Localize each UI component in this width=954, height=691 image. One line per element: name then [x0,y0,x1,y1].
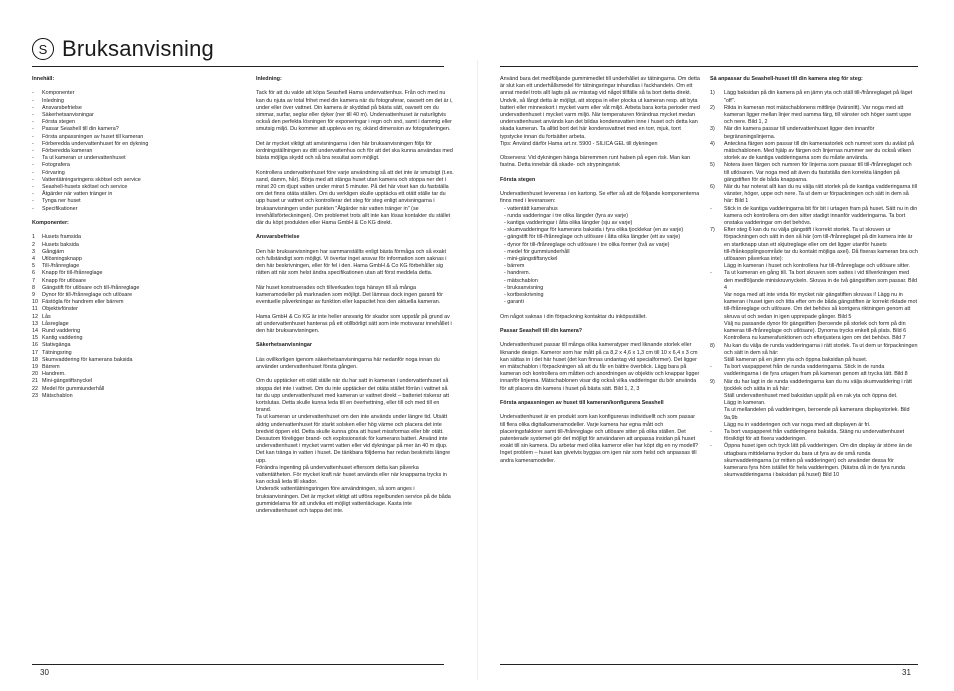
component-number: 3 [32,248,35,255]
component-number: 16 [32,342,38,349]
component-number: 11 [32,306,38,313]
step-text: Var noga med att inte vrida för mycket när gängstiften skruvas i! Lägg nu in kameran i huset igen och titta efter om de båda gängstiften är korrekt riktade mot till-/frånreglage och utlösare. Om det behövs så korrigera riktningen genom att skruva ut och sedan in igen upprepade gånger. Bild 5 [724,292,917,320]
component-number: 5 [32,263,35,270]
toc-item: - Ta ut kameran ur undervattenhuset [32,155,240,162]
setup-step [710,407,918,421]
component-item [32,278,240,285]
component-number: 17 [32,349,38,356]
note-paragraph: Observera: Vid dykningen hänga bärremmen runt halsen på egen risk. Man kan fastna. Detta innebär då skade- och strypningsrisk [500,155,691,169]
delivery-item-label: bärrem [507,263,525,270]
setup-step [710,227,918,263]
setup-heading: Så anpassar du Seashell-huset till din kamera steg för steg: [710,76,863,82]
delivery-item [500,220,700,227]
toc-item: - Säkerhetsanvisningar [32,112,240,119]
delivery-item-label: vattentätt kamerahus [507,205,558,212]
column-first-steps [500,76,700,656]
step-text: Kontrollera nu kamerafunktionen och efterjustera igen om det behövs. Bild 7 [724,335,906,342]
page-title: Bruksanvisning [62,36,214,61]
delivery-item [500,213,700,220]
step-number: - [710,428,712,435]
step-number: - [710,443,712,450]
component-label: Gångjärn [42,248,65,255]
component-label: Fästögla för handrem eller bärrem [42,299,124,306]
component-number: 6 [32,270,35,277]
component-number: 14 [32,328,38,335]
component-number: 9 [32,292,35,299]
step-number: - [710,364,712,371]
step-number: 9) [710,378,715,385]
setup-step [710,379,918,393]
step-text: Rikta in kameran mot mätschablonens mittlinje (tvärsnitt). Var noga med att kameran ligger mellan linjer med samma färg, till vänster och höger samt uppe och nere. Bild 1, 2 [724,104,912,126]
delivery-item [500,242,700,249]
toc-item: - Vattentätningsringens skötsel och service [32,177,240,184]
setup-step [710,270,918,292]
step-number: 8) [710,342,715,349]
component-label: Gängstift för utlösare och till-/frånreglage [42,284,140,291]
care-paragraph-2: Undvik, så långt detta är möjligt, att stoppa in eller plocka ut kameran resp. att byta batteri eller minneskort i mycket varm eller våt miljö. Arbeta bara korta perioder med undervattenhuset i mycket varm miljö. När temperaturen förändras mycket medan undervattenhuset används kan det bildas kondensvatten inne i huset och detta kan skada kameran. Ta alltid bort det här kondensvattnet med en torr, mjuk, torrt typstycke innan du fortsätter arbeta. [500,97,700,140]
toc-item: - Åtgärder när vatten tränger in [32,191,240,198]
component-number: 13 [32,320,38,327]
disclaimer-paragraph-2: När huset konstruerades och tillverkades togs hänsyn till så många kameramodeller på marknaden som möjligt. Det lämnas dock ingen garanti för eventuelle påverkningar av funktion eller kapacitet hos den aktuella kameran. [256,284,443,306]
component-number: 2 [32,241,35,248]
component-item [32,270,240,277]
step-number: 5) [710,162,715,169]
component-label: Knapp för utlösare [42,277,87,284]
component-label: Medel för gummiunderhåll [42,385,105,392]
header-rule-left [32,66,444,67]
toc-item: - Inledning [32,98,240,105]
setup-steps-list [710,90,918,479]
component-number: 1 [32,234,35,241]
component-item [32,292,240,299]
component-item [32,378,240,385]
delivery-contents-list [500,206,700,307]
component-label: Bärrem [42,364,60,371]
safety-paragraph-4: Förändra ingenting på undervattenhuset eftersom detta kan påverka vattentätheten. För mycket kraft när huset används eller när knapparna trycks in kan också leda till skador. [256,464,447,486]
first-steps-heading: Första stegen [500,176,536,183]
adapt-heading: Första anpassningen av huset till kameran/konfigurera Seashell [500,400,664,407]
component-label: Dynor för till-/frånreglage och utlösare [42,292,133,299]
intro-paragraph-2: Det är mycket viktigt att anvisningarna i den här bruksanvisningen följs för iordningställningen av ditt undervattenhus och för att det ska kunna användas med bästa möjliga skydd och så bra resultat som möjligt. [256,140,453,162]
delivery-item-label: medel för gummiunderhåll [507,248,570,255]
list-dash: - [504,292,508,299]
delivery-item-label: dynor för till-/frånreglage och utlösare i tre olika former (två av varje) [507,241,670,248]
setup-step [710,393,918,400]
step-number: 1) [710,90,715,97]
step-text: När du har noterat allt kan du nu välja rätt storlek på de kantiga vadderingarna till vänster, höger, uppe och nere. Ta ut dem ur förpackningen och sätt in dem så här: Bild 1 [724,184,917,205]
setup-step [710,126,918,140]
component-item [32,393,240,400]
delivery-item-label: bruksanvisning [507,284,544,291]
step-text: Välj nu passande dynor för gängstiften (beroende på storlek och form på din kameras till-/frånreglage och utlösare). Dynorna trycks enkelt på plats. Bild 6 [724,320,907,335]
component-number: 22 [32,385,38,392]
missing-note: Om något saknas i din förpackning kontaktar du inköpsstället. [500,313,647,320]
toc-heading: Innehåll: [32,76,55,82]
step-text: Lägg in kameran i huset och kontrollera hur till-/frånreglage och utlösare sitter. [724,263,911,270]
list-dash: - [504,248,508,255]
step-text: Lägg baksidan på din kamera på en jämn yta och ställ till-/frånreglaget på läget "off". [724,90,913,104]
list-dash: - [504,256,508,263]
step-text: Efter steg 6 kan du nu välja gängstift i korrekt storlek. Ta ut skruven ur förpackningen och sätt in den så här (om till-/frånreglaget på din kamera inte är en startknapp utan ett skjutreglage eller om det ligger utanför husets till-/frånkopplingsområde tar du kontakt möjliga axel). Då fixeras kameran bra och utlösaren påverkas inte): [724,227,918,263]
document-header [32,34,214,64]
component-item [32,364,240,371]
delivery-item [500,278,700,285]
intro-paragraph-3: Kontrollera undervattenhuset före varje användning så att det inte är smutsigt (t.ex. sand, damm, hår). Börja med att stänga huset utan kamera och stoppa ner det i minst 20 cm djupt vatten under minst 5 minuter. På det här viset kan du fastställa om det finns otäta ställen. Om du verkligen skulle upptäcka ett otätt ställe tar du upp huset ur vattnet och kontrollerar det steg för steg enligt anvisningarna i bruksanvisningen under punkten "Åtgärder när vatten tränger in" (se innehållsförteckningen). Om problemet trots allt inte kan lösas kontakter du stället där du köpt produkten eller Hama GmbH & Co KG direkt. [256,169,454,227]
delivery-item-label: garanti [507,299,524,306]
page-gutter [477,60,478,680]
component-item [32,386,240,393]
footer-rule-right [500,664,918,665]
intro-heading: Inledning: [256,76,282,82]
list-dash: - [504,234,508,241]
adapt-paragraph: Undervattenhuset är en produkt som kan konfigureras individuellt och som passar till flera olika digitalkameramodeller. Varje kamera har egna mått och placeringsfaktorer samt till-/frånreglage och utlösare sitter på olika ställen. Det patenterade systemet gör det möjligt för användaren att anpassa insidan på huset exakt till sin kamera. Du arbetar med olika kameror eller har köpt dig en ny modell? Inget problem – huset kan givetvis byggas om igen när som helst och anpassas till andra kameramodeller. [500,414,699,464]
setup-step [710,364,918,378]
toc-item: - Ansvarsbefrielse [32,105,240,112]
component-label: Utlösningsknapp [42,256,82,263]
setup-step [710,162,918,184]
tip-paragraph: Tips: Använd därför Hama art.nr. 5900 - SILICA GEL till dykningen [500,140,658,147]
component-label: Rund vaddering [42,328,81,335]
intro-paragraph-1: Tack för att du valde att köpa Seashell Hama undervattenhus. Från och med nu kan du njuta av total frihet med din kamera när du fotograferar, oavsett om det är i, under eller över vattnet. Din kamera är skyddad på bästa sätt, oavsett om du simmar, surfar, seglar eller dyker (ner till 40 m). Undervattenhuset är naturligtvis också den perfekta lösningen för exponeringar i regn och snö, samt i dammig eller smutsig miljö. Du kommer att uppleva en ny, okänd dimension av fotograferingen. [256,90,453,133]
component-item [32,285,240,292]
delivery-item [500,206,700,213]
toc-item: - Förvaring [32,170,240,177]
list-dash: - [504,205,508,212]
component-number: 4 [32,256,35,263]
component-item [32,314,240,321]
fit-paragraph: Undervattenhuset passar till många olika kameratyper med liknande storlek eller liknande design. Kameror som har mått på ca 8,2 x 4,6 x 1,3 cm till 10 x 6,4 x 3 cm kan sättas in i det här huset (det kan finnas undantag vid specialformer). Det ligger en mätschablon i förpackningen så att du får en bättre överblick. Lägg bara på kameran och kontrollera om måtten och anordningen av objektiv och knappar ligger innanför linjerna. Mätschablonen visar dig också vilka vadderingar du bör använda för att placera din kamera i huset på bästa sätt. Bild 1, 2, 3 [500,342,700,392]
list-dash: - [504,277,508,284]
setup-step [710,184,918,206]
list-dash: - [504,220,508,227]
delivery-item [500,263,700,270]
list-dash: - [504,212,508,219]
setup-step [710,321,918,335]
step-number: 3) [710,126,715,133]
delivery-item [500,249,700,256]
toc-item: - Första stegen [32,119,240,126]
component-item [32,350,240,357]
delivery-item-label: runda vadderingar i tre olika längder (fyra av varje) [507,212,629,219]
step-text: Ställ undervattenhuset med baksidan uppåt på en rak yta och öppna det. [724,392,898,399]
component-number: 8 [32,284,35,291]
toc-item: - Fotografera [32,162,240,169]
delivery-item-label: handrem. [507,270,531,277]
toc-list [32,90,240,212]
setup-step [710,335,918,342]
step-number: 4) [710,140,715,147]
page-number-right: 31 [902,668,911,677]
safety-paragraph-5: Undersök vattentätningsringen före användningen, så som anges i bruksanvisningen. Det är mycket viktigt att utföra regelbunden service på de båda gummidelarna för att undvika ett möjligt vattenläckage. Kasta inte undervattenhuset och tappa det inte. [256,486,451,515]
setup-step [710,429,918,443]
component-label: Husets framsida [42,234,81,241]
component-label: Lås [42,313,51,320]
column-contents [32,76,240,646]
toc-item: - Seashell-husets skötsel och service [32,184,240,191]
step-text: Ta bort vaxpapperet från vadderingens baksida. Stäng nu undervattenhuset försiktigt för att fixera vadderingen. [724,428,905,443]
component-item [32,371,240,378]
step-number: 2) [710,104,715,111]
step-text: Nu kan du välja de runda vadderingarna i rätt storlek. Ta ut dem ur förpackningen och sätt in dem så här: [724,342,918,356]
disclaimer-paragraph-1: Den här bruksanvisningen har sammanställts enligt bästa förmåga och så exakt och fullständigt som möjligt. Vi övertar inget ansvar för information som saknas i den här beskrivningen, eller för fel i den. Hama GmbH & Co KG förbehåller sig rätten att när som helst ändra specifikationen utan att först meddela detta. [256,248,447,277]
toc-item: - Passar Seashell till din kamera? [32,126,240,133]
step-text: Ta ut kameran en gång till. Ta bort skruven som sattes i vid tillverkningen med den medföljande miniskruvnyckeln. Skruva in de två gängstiften som passar. Bild 4 [724,270,917,291]
delivery-item-label: kantiga vadderingar i åtta olika längder (sju av varje) [507,220,633,227]
setup-step [710,443,918,479]
toc-item: - Specifikationer [32,206,240,213]
delivery-item-label: gängstift för till-/frånreglage och utlösare i åtta olika längder (ett av varje) [507,234,681,241]
toc-item: - Tynga ner huset [32,198,240,205]
step-text: Stick in de kantiga vadderingarna bit för bit i urtagen fram på huset. Sätt nu in din kamera och kontrollera om den sitter stadigt innanför vadderingarna. Ta bort onstaka vadderingar om det behövs. [724,205,918,227]
component-label: Skumvaddering för kamerans baksida [42,356,133,363]
component-label: Husets baksida [42,241,79,248]
step-number: 6) [710,184,715,191]
safety-heading: Säkerhetsanvisningar [256,342,313,349]
step-text: Ta ut mellandelen på vadderingen, beroende på kamerans displaystorlek. Bild 9a,9b [724,407,910,421]
component-item [32,357,240,364]
step-text: När du har lagt in de runda vadderingarna kan du nu välja skumvaddering i rätt tjocklek och sätta in så här: [724,378,912,392]
component-item [32,249,240,256]
components-list [32,234,240,400]
component-label: Tätningsring [42,349,72,356]
page-number-left: 30 [40,668,49,677]
delivery-item [500,256,700,263]
component-number: 7 [32,277,35,284]
language-badge: S [32,38,54,60]
component-number: 23 [32,392,38,399]
component-label: Objektivfönster [42,306,78,313]
toc-item: - Förberedda kameran [32,148,240,155]
component-item [32,299,240,306]
delivery-item [500,299,700,306]
components-heading: Komponenter: [32,220,69,227]
component-number: 18 [32,356,38,363]
care-paragraph-1: Använd bara det medföljande gummimedlet till underhållet av tätningarna. Om detta är slut kan ett underhållsmedel för tätningsringar inhandlas i fackhandeln. Om ett annat medel trots allt lagts på av misstag vid något tillfälle så ta bort detta direkt. [500,76,700,97]
component-number: 20 [32,371,38,378]
step-text: Lägg in kameran. [724,400,766,407]
delivery-item-label: skumvadderingar för kamerans baksida i fyra olika tjocklekar (en av varje) [507,227,684,234]
list-dash: - [504,227,508,234]
setup-step [710,292,918,321]
component-item [32,335,240,342]
delivery-item [500,285,700,292]
disclaimer-heading: Ansvarsbefrielse [256,234,300,241]
list-dash: - [504,270,508,277]
safety-paragraph-3: Ta ut kameran ur undervattenhuset om den inte används under längre tid. Utsätt aldrig undervattenhuset för starkt solsken eller hög värme och placera det inte bredvid öppen eld. Detta skulle kunna göra att huset missformas eller blir otätt. Dessutom föreligger brand- och explosionsrisk för kamerans batteri. Använd inte undervattenhuset i mycket varmt vatten eller vid dykningar på mer än 40 m djup. Det kan tränga in vatten i huset. De tänkbara följderna har redan beskrivits längre upp. [256,414,451,464]
setup-step [710,206,918,228]
component-label: Knapp för till-/frånreglage [42,270,103,277]
component-number: 19 [32,364,38,371]
list-dash: - [504,241,508,248]
component-number: 21 [32,378,38,385]
step-number: - [710,270,712,277]
safety-paragraph-1: Läs ovillkorligen igenom säkerhetsanvisningarna här nedanför noga innan du använder undervattenhuset första gången. [256,356,440,370]
list-dash: - [504,284,508,291]
component-number: 15 [32,335,38,342]
delivery-item [500,270,700,277]
step-text: Lägg nu in vadderingen och var noga med att displayen är fri. [724,421,871,428]
delivery-item [500,234,700,241]
step-text: Öppna huset igen och tryck lätt på vadderingen. Om din display är större än de uttagbara mittdelarna trycker du bara ut fyra av de små runda skumvadderingarna (ur mitten på vadderingen) och använder dessa för kamerans fyra hörn istället för hela vadderingen. (Nästra då in de fyra runda skumvadderingarna i baksidan på huset) Bild 10 [724,443,913,479]
step-text: Anteckna färgen som passar till din kamerastorlek och numret som du avläst på mätschablonen. Med hjälp av färgen och linjernas nummer ser du också vilken storlek av de kantiga vadderingarna som du måste använda. [724,140,914,162]
step-number: - [710,205,712,212]
component-label: Stativgänga [42,342,71,349]
component-label: Handrem. [42,371,66,378]
component-number: 12 [32,313,38,320]
setup-step [710,141,918,163]
component-item [32,242,240,249]
toc-item: - Första anpassningen av huset till kameran [32,134,240,141]
component-label: Mini-gängstiftsnyckel [42,378,93,385]
list-dash: - [504,263,508,270]
toc-item: - Förberedda undervattenhuset för en dykning [32,141,240,148]
list-dash: - [504,299,508,306]
setup-step [710,422,918,429]
delivery-item-label: mätschablon [507,277,538,284]
footer-rule-left [32,664,444,665]
delivery-item [500,292,700,299]
first-steps-paragraph: Undervattenhuset levereras i en kartong. Se efter så att de följande komponenterna finns med i leveransen: [500,191,700,205]
column-setup-steps [710,76,918,661]
component-item [32,328,240,335]
component-label: Låsreglage [42,320,69,327]
component-number: 10 [32,299,38,306]
column-intro [256,76,454,656]
component-label: Till-/frånreglage [42,263,80,270]
setup-step [710,105,918,127]
toc-item: - Komponenter [32,90,240,97]
step-text: Notera även färgen och numren för linjerna som passar till till-/frånreglaget och till utlösaren. Var noga med att även du fastställa den korrekta längden på gängstiften för de båda knapparna. [724,162,912,183]
step-text: Ställ kameran på en jämn yta och öppna baksidan på huset. [724,356,868,363]
step-number: 7) [710,227,715,234]
step-text: Ta bort vaxpapperet från de runda vadderingarna. Stick in de runda vadderingarna i de fyra urtagen fram på kameran genom att trycka lätt. Bild 8 [724,364,908,378]
header-rule-right [500,66,918,67]
step-text: När din kamera passar till undervattenhuset ligger den innanför begränsningslinjerna. [724,126,875,140]
delivery-item-label: kortbeskrivning [507,292,544,299]
safety-paragraph-2: Om du upptäcker ett otätt ställe när du har satt in kameran i undervattenhuset så stoppa det inte i vattnet. Om du inte upptäcker det otäta stället förrän i vattnet så tar du upp undervattenhuset med kameran ur vattnet direkt – batteriet riskerar att kortslutas. Detta skulle kunna leda till en överhettning, eller till och med till en brand. [256,378,449,414]
component-label: Mätschablon [42,392,73,399]
disclaimer-paragraph-3: Hama GmbH & Co KG är inte heller ansvarig för skador som uppstår på grund av att undervattenhuset hanteras på ett otillbörligt sätt som inte motsvarar innehållet i den här bruksanvisningen. [256,313,452,334]
component-item [32,234,240,241]
component-item [32,321,240,328]
setup-step [710,90,918,104]
component-item [32,342,240,349]
delivery-item-label: mini-gängstiftsnyckel [507,256,558,263]
fit-heading: Passar Seashell till din kamera? [500,328,583,335]
component-item [32,306,240,313]
component-label: Kantig vaddering [42,335,83,342]
setup-step [710,343,918,357]
